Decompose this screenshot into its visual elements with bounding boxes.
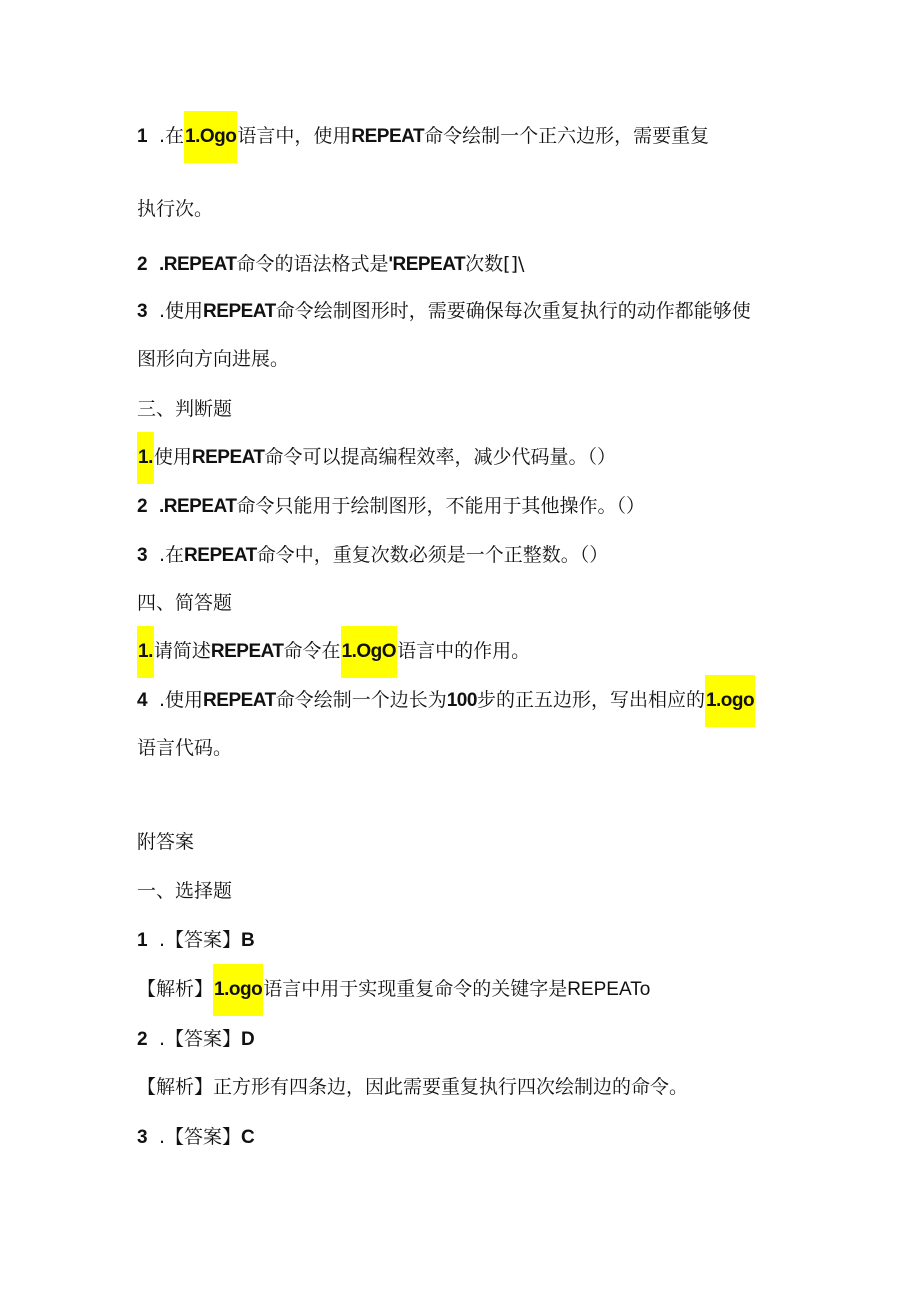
item-number: 3	[137, 545, 148, 566]
question-judge-1	[137, 443, 616, 472]
text: 命令在	[283, 640, 341, 662]
keyword: REPEAT	[210, 641, 284, 662]
highlighted-text: 1.ogo	[213, 964, 263, 1016]
question-fill-1-cont	[137, 195, 213, 223]
question-fill-3	[137, 297, 751, 326]
answers-section	[137, 877, 232, 905]
question-fill-2	[137, 250, 524, 279]
text: 步的正五边形，写出相应的	[476, 689, 705, 711]
answer-2-explanation	[137, 1073, 688, 1101]
text: 【解析】	[137, 978, 214, 1000]
text: .	[159, 254, 164, 275]
item-number: 3	[137, 301, 148, 322]
text: 命令可以提高编程效率，减少代码量。（）	[264, 446, 617, 468]
heading: 附答案	[137, 831, 195, 853]
question-short-4	[137, 686, 755, 715]
answer-1-explanation	[137, 975, 650, 1004]
question-short-1	[137, 637, 530, 666]
keyword: 'REPEAT	[388, 254, 466, 275]
keyword: REPEAT	[203, 301, 276, 322]
text: 使用	[153, 446, 192, 468]
keyword: REPEAT	[163, 254, 237, 275]
item-number: 1	[137, 126, 148, 147]
keyword: REPEAT	[184, 545, 257, 566]
text: 请简述	[153, 640, 211, 662]
text: .在	[159, 125, 185, 147]
text: 命令绘制一个正六边形，需要重复	[424, 125, 710, 147]
question-fill-3-cont	[137, 345, 289, 373]
text: 次数[]\	[465, 253, 525, 275]
text: 命令绘制一个边长为	[275, 689, 447, 711]
text: 语言代码。	[137, 737, 233, 759]
answer-value: C	[241, 1127, 255, 1148]
question-judge-2	[137, 492, 645, 521]
answer-value: B	[241, 930, 255, 951]
text: 语言中的作用。	[397, 640, 531, 662]
highlighted-text: 1.	[137, 432, 154, 484]
heading: 三、判断题	[137, 398, 233, 420]
heading: 一、选择题	[137, 880, 233, 902]
keyword: REPEAT	[191, 447, 265, 468]
question-judge-3	[137, 541, 608, 570]
item-number: 2	[137, 496, 148, 517]
keyword: REPEAT	[203, 690, 276, 711]
text: 命令只能用于绘制图形，不能用于其他操作。（）	[236, 495, 645, 517]
text: 命令绘制图形时，需要确保每次重复执行的动作都能够使	[275, 300, 751, 322]
text: 图形向方向进展。	[137, 348, 290, 370]
keyword: REPEATo	[567, 979, 651, 1000]
text: 语言中，使用	[237, 125, 352, 147]
keyword: REPEAT	[163, 496, 237, 517]
text: .【答案】	[159, 1028, 242, 1050]
answers-heading	[137, 828, 194, 856]
item-number: 3	[137, 1127, 148, 1148]
question-fill-1	[137, 122, 709, 151]
text: 【解析】正方形有四条边，因此需要重复执行四次绘制边的命令。	[137, 1076, 689, 1098]
section-heading-short	[137, 589, 232, 617]
answer-1	[137, 926, 254, 955]
text: .在	[159, 544, 185, 566]
answer-value: D	[241, 1029, 255, 1050]
question-short-4-cont	[137, 734, 232, 762]
text: 语言中用于实现重复命令的关键字是	[263, 978, 568, 1000]
answer-2	[137, 1025, 254, 1054]
text: .【答案】	[159, 1126, 242, 1148]
text: .	[159, 496, 164, 517]
item-number: 4	[137, 690, 148, 711]
answer-3	[137, 1123, 254, 1152]
item-number: 1	[137, 930, 148, 951]
highlighted-text: 1.	[137, 626, 154, 678]
text: .使用	[159, 300, 204, 322]
highlighted-text: 1.Ogo	[184, 111, 237, 163]
text: .使用	[159, 689, 204, 711]
highlighted-text: 1.ogo	[705, 675, 755, 727]
keyword: REPEAT	[351, 126, 425, 147]
heading: 四、简答题	[137, 592, 233, 614]
text: 命令中，重复次数必须是一个正整数。（）	[256, 544, 609, 566]
text: 命令的语法格式是	[236, 253, 389, 275]
highlighted-text: 1.OgO	[341, 626, 398, 678]
section-heading-judge	[137, 395, 232, 423]
text: .【答案】	[159, 929, 242, 951]
item-number: 2	[137, 1029, 148, 1050]
number: 100	[446, 690, 477, 711]
item-number: 2	[137, 254, 148, 275]
text: 执行次。	[137, 198, 214, 220]
